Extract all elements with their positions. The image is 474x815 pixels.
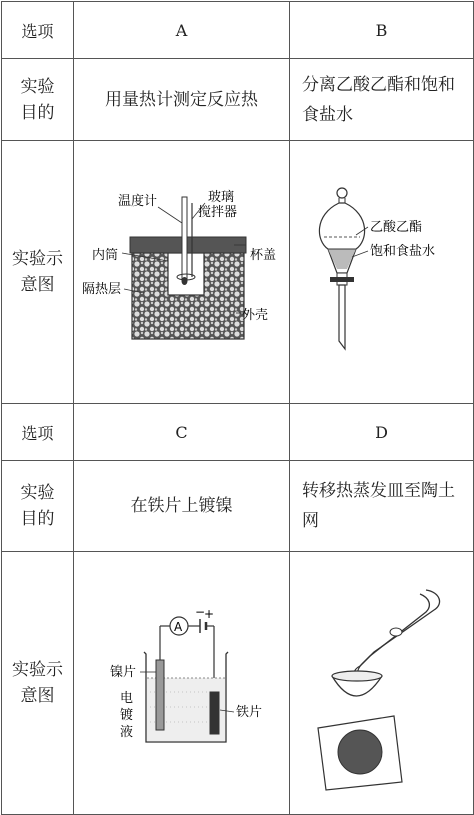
diagram-label-cell-2: [2, 552, 74, 815]
diagram-label-line2: 意图: [20, 275, 55, 295]
option-d-purpose-text: 转移热蒸发皿至陶土网: [302, 481, 455, 531]
option-header-label: [2, 2, 74, 59]
option-a-letter: A: [175, 20, 188, 40]
experiment-options-table: [1, 1, 474, 815]
option-d-header: [290, 404, 474, 461]
diagram-label-line1-2: 实验示: [12, 660, 63, 680]
thermometer-bulb: [182, 277, 188, 285]
purpose-label-line2-2: 目的: [20, 509, 55, 529]
label-glass: 玻璃: [208, 190, 235, 205]
option-header-text-2: 选项: [21, 423, 54, 443]
purpose-row-ab: [2, 59, 474, 141]
diagram-label-line2-2: 意图: [20, 686, 55, 706]
option-c-header: [74, 404, 290, 461]
electroplating-diagram: [74, 552, 290, 810]
option-d-purpose: [290, 461, 474, 552]
purpose-label-cell-2: [2, 461, 74, 552]
option-b-diagram-cell: [290, 141, 474, 404]
ceramic-center: [338, 730, 382, 774]
purpose-row-cd: [2, 461, 474, 552]
minus-sign: −: [195, 605, 206, 619]
thermometer: [182, 197, 187, 281]
purpose-label-line1: 实验: [20, 76, 55, 97]
option-a-header: [74, 2, 290, 59]
label-electro-1: 电: [120, 691, 134, 706]
option-header-label-2: [2, 404, 74, 461]
option-c-purpose-text: 在铁片上镀镍: [130, 496, 233, 516]
option-c-letter: C: [175, 422, 188, 442]
option-d-diagram-cell: [290, 552, 474, 815]
option-b-purpose-text: 分离乙酸乙酯和饱和食盐水: [302, 74, 455, 125]
option-a-purpose: [74, 59, 290, 141]
label-inner-cylinder: 内筒: [92, 248, 119, 263]
label-ethyl-acetate: 乙酸乙酯: [370, 220, 423, 235]
option-c-diagram-cell: [74, 552, 290, 815]
header-row-cd: [2, 404, 474, 461]
purpose-label-cell: [2, 59, 74, 141]
header-row-ab: [2, 2, 474, 59]
diagram-label-cell: [2, 141, 74, 404]
label-brine: 饱和食盐水: [370, 244, 436, 259]
option-b-letter: B: [375, 20, 388, 40]
label-stirrer: 搅拌器: [198, 205, 238, 220]
funnel-stopper: [337, 188, 347, 198]
iron-electrode: [210, 692, 219, 734]
funnel-stem: [339, 285, 345, 349]
option-b-purpose: [290, 59, 474, 141]
label-iron-sheet: 铁片: [236, 705, 263, 720]
label-outer-shell: 外壳: [242, 308, 269, 323]
purpose-label-line1-2: 实验: [20, 483, 55, 503]
option-a-purpose-text: 用量热计测定反应热: [105, 89, 258, 110]
ammeter-label: A: [174, 620, 183, 634]
label-electro-2: 镀: [120, 708, 134, 723]
option-a-diagram-cell: [74, 141, 290, 404]
label-lid: 杯盖: [250, 248, 277, 263]
label-electro-3: 液: [120, 725, 134, 740]
diagram-row-cd: [2, 552, 474, 815]
label-insulation: 隔热层: [82, 282, 122, 297]
diagram-row-ab: [2, 141, 474, 404]
option-b-header: [290, 2, 474, 59]
option-d-letter: D: [375, 422, 388, 442]
calorimeter-diagram: [74, 141, 290, 399]
label-nickel-sheet: 镍片: [110, 665, 137, 680]
diagram-label-line1: 实验示: [12, 249, 63, 269]
option-c-purpose: [74, 461, 290, 552]
tongs-evaporating-dish-diagram: [290, 552, 474, 810]
purpose-label-line2: 目的: [20, 102, 55, 123]
plus-sign: +: [204, 607, 215, 621]
option-header-text: 选项: [21, 21, 54, 41]
tongs-hinge: [390, 628, 402, 636]
stopcock: [330, 277, 354, 282]
separatory-funnel-diagram: [290, 141, 474, 399]
cup-lid: [130, 237, 246, 253]
nickel-electrode: [156, 660, 164, 730]
label-thermometer: 温度计: [118, 194, 158, 209]
